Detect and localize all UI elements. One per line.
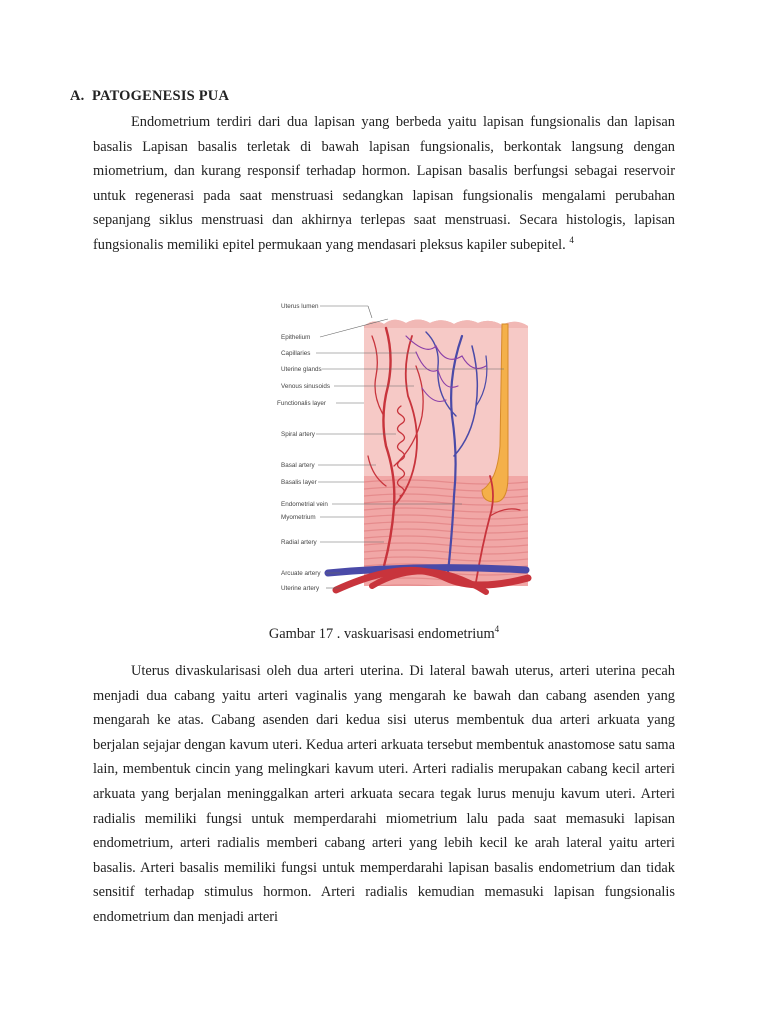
- section-title: PATOGENESIS PUA: [92, 88, 230, 104]
- section-heading: [70, 88, 229, 105]
- figure-caption: [0, 626, 768, 643]
- label-epithelium: Epithelium: [281, 334, 311, 341]
- label-basal-artery: Basal artery: [281, 462, 315, 469]
- figure-caption-text: Gambar 17 . vaskuarisasi endometrium: [268, 626, 495, 642]
- label-functionalis-layer: Functionalis layer: [277, 400, 326, 407]
- label-venous-sinusoids: Venous sinusoids: [281, 383, 331, 390]
- paragraph-2-text: Uterus divaskularisasi oleh dua arteri uterina. Di lateral bawah uterus, arteri uterina pecah menjadi dua cabang yaitu arteri vaginalis yang mengarah ke bawah dan cabang asenden yang mengarah ke atas. Cabang asenden dari kedua sisi uterus membentuk dua arteri arkuata yang berjalan sejajar dengan kavum uteri. Kedua arteri arkuata tersebut membentuk anastomose satu sama lain, membentuk cincin yang melingkari kavum uteri. Arteri radialis merupakan cabang kecil arteri arkuata yang berjalan meninggalkan arteri arkuata secara tegak lurus menuju kavum uteri. Arteri radialis memiliki fungsi untuk memperdarahi miometrium lalu pada saat memasuki lapisan endometrium, arteri radialis memberi cabang arteri yang lebih kecil ke arah lateral yaitu arteri basalis. Arteri basalis memiliki fungsi untuk memperdarahi lapisan basalis endometrium dan tidak sensitif terhadap stimulus hormon. Arteri radialis kemudian memasuki lapisan fungsionalis endometrium dan menjadi arteri: [93, 663, 675, 925]
- paragraph-1-reference: 4: [569, 234, 574, 245]
- section-number: A.: [70, 88, 85, 104]
- label-myometrium: Myometrium: [281, 514, 316, 521]
- endometrium-vascularization-figure: [276, 296, 534, 610]
- label-capillaries: Capillaries: [281, 350, 311, 357]
- label-uterine-artery: Uterine artery: [281, 585, 320, 592]
- label-spiral-artery: Spiral artery: [281, 431, 315, 438]
- label-endometrial-vein: Endometrial vein: [281, 501, 328, 508]
- label-radial-artery: Radial artery: [281, 539, 317, 546]
- paragraph-2: [93, 659, 675, 930]
- label-uterus-lumen: Uterus lumen: [281, 303, 319, 310]
- label-uterine-glands: Uterine glands: [281, 366, 322, 373]
- figure-illustration: [276, 296, 534, 610]
- paragraph-1: [93, 110, 675, 258]
- figure-labels: [277, 303, 330, 592]
- paragraph-1-text: Endometrium terdiri dari dua lapisan yang berbeda yaitu lapisan fungsionalis dan lapisan basalis Lapisan basalis terletak di bawah lapisan fungsionalis, berkontak langsung dengan miometrium, dan kurang responsif terhadap hormon. Lapisan basalis berfungsi sebagai reservoir untuk regenerasi pada saat menstruasi sedangkan lapisan fungsionalis mengalami perubahan sepanjang siklus menstruasi dan akhirnya terlepas saat menstruasi. Secara histologis, lapisan fungsionalis memiliki epitel permukaan yang mendasari pleksus kapiler subepitel.: [93, 114, 675, 253]
- label-arcuate-artery: Arcuate artery: [281, 570, 321, 577]
- figure-caption-reference: 4: [494, 624, 500, 634]
- label-basalis-layer: Basalis layer: [281, 479, 317, 486]
